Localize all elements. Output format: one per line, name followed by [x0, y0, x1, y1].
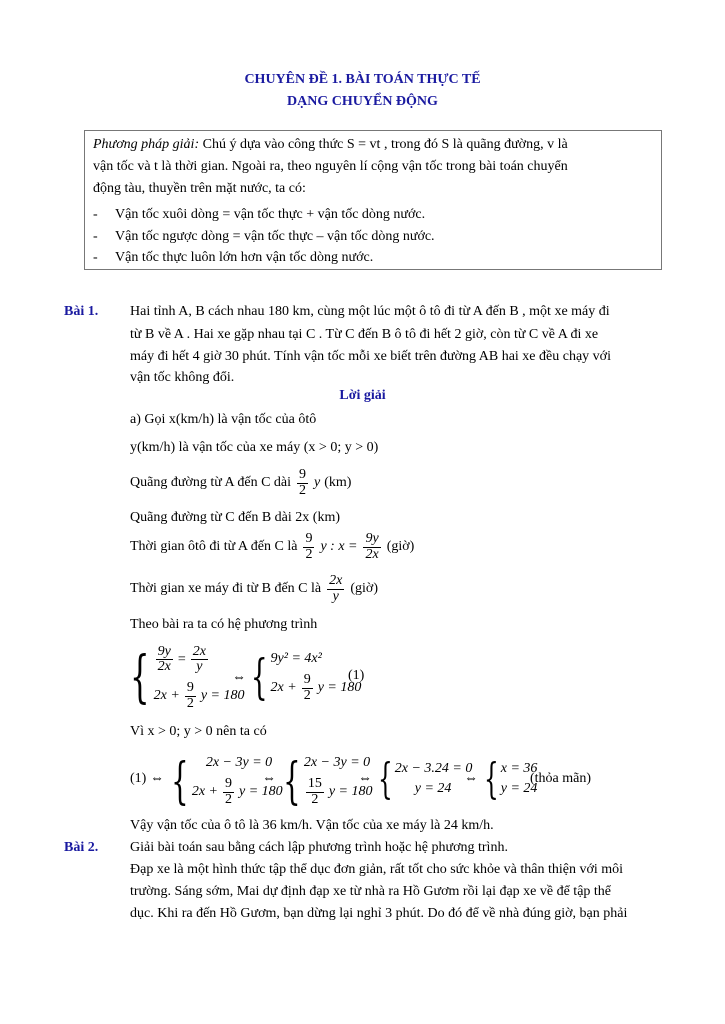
equiv-sign: ⇔: [150, 771, 164, 786]
method-lead: Phương pháp giải:: [93, 137, 200, 152]
method-bullet: [93, 229, 435, 245]
method-bullet: [93, 207, 426, 223]
bullet-text: Vận tốc xuôi dòng = vận tốc thực + vận tốc dòng nước.: [115, 207, 426, 222]
var-y: y: [314, 475, 321, 491]
system-row: x = 36: [500, 761, 538, 776]
solution-text: (giờ): [386, 539, 415, 555]
system-row: [154, 681, 245, 711]
system-row: 9y² = 4x²: [270, 650, 322, 666]
fraction: [297, 468, 308, 498]
expr: y = 180: [328, 784, 373, 799]
denominator: 2: [303, 687, 311, 703]
solution-line: [130, 532, 414, 562]
problem-2-line: Giải bài toán sau bằng cách lập phương trình hoặc hệ phương trình.: [130, 840, 508, 855]
bullet-dash: -: [93, 207, 98, 222]
fraction: [303, 532, 314, 562]
solution-text: Quãng đường từ A đến C dài: [130, 475, 292, 491]
numerator: 9y: [157, 643, 171, 659]
chapter-subtitle: DẠNG CHUYỂN ĐỘNG: [287, 94, 438, 109]
problem-2-line: Đạp xe là một hình thức tập thể dục đơn giản, rất tốt cho sức khỏe và thân thiện với môi: [130, 862, 624, 877]
ratio-text: y : x =: [320, 539, 358, 555]
expr: 2x +: [191, 784, 218, 799]
solution-heading: Lời giải: [339, 388, 386, 403]
denominator: 2x: [157, 659, 171, 675]
problem-1-line: máy đi hết 4 giờ 30 phút. Tính vận tốc mỗi xe biết trên đường AB hai xe đều chạy với: [130, 349, 611, 364]
brace: {: [171, 752, 189, 810]
equation-system: [122, 638, 244, 718]
numerator: 9: [303, 671, 311, 687]
fraction: [363, 532, 380, 562]
chapter-title: CHUYÊN ĐỀ 1. BÀI TOÁN THỰC TẾ: [244, 72, 481, 87]
problem-2-label: Bài 2.: [64, 840, 99, 855]
expr: y = 180: [200, 688, 245, 704]
fraction: [327, 574, 344, 604]
solution-conclusion: Vậy vận tốc của ô tô là 36 km/h. Vận tốc của xe máy là 24 km/h.: [130, 818, 494, 833]
fraction: [306, 777, 324, 807]
denominator: 2: [299, 482, 307, 498]
denominator: y: [332, 588, 339, 604]
method-line-1-rest: Chú ý dựa vào công thức S = vt , trong đó S là quãng đường, v là: [199, 137, 568, 152]
expr: y = 180: [317, 680, 362, 695]
solution-text: (km): [324, 475, 352, 491]
numerator: 2x: [329, 573, 343, 588]
system-row: y = 24: [500, 781, 538, 796]
denominator: y: [196, 659, 203, 675]
method-bullet: [93, 250, 374, 266]
numerator: 9: [224, 775, 232, 791]
solution-text: Thời gian ôtô đi từ A đến C là: [130, 539, 298, 555]
expr: 2x +: [153, 688, 180, 704]
bullet-dash: -: [93, 250, 98, 265]
problem-2-line: dục. Khi ra đến Hồ Gươm, bạn dừng lại nghỉ 3 phút. Do đó để về nhà đúng giờ, bạn phải: [130, 906, 628, 921]
system-rows: [395, 761, 473, 797]
brace: {: [378, 754, 393, 803]
denominator: 2: [311, 791, 319, 807]
problem-1-label: Bài 1.: [64, 304, 99, 319]
fraction: [185, 681, 196, 711]
problem-1-line: Hai tỉnh A, B cách nhau 180 km, cùng một lúc một ô tô đi từ A đến B , một xe máy đi: [130, 304, 610, 319]
method-line-3: động tàu, thuyền trên mặt nước, ta có:: [93, 181, 306, 196]
fraction: [302, 673, 313, 703]
denominator: 2: [305, 546, 313, 562]
bullet-text: Vận tốc ngược dòng = vận tốc thực – vận tốc dòng nước.: [115, 229, 435, 244]
system-row: [154, 645, 245, 675]
expr: 2x +: [270, 680, 297, 695]
solution-line: Vì x > 0; y > 0 nên ta có: [130, 724, 267, 739]
method-box: [84, 130, 662, 270]
numerator: 9: [186, 680, 194, 695]
numerator: 2x: [192, 643, 206, 659]
numerator: 9: [299, 467, 307, 482]
system-row: 2x − 3.24 = 0: [394, 761, 473, 776]
numerator: 9: [305, 531, 313, 546]
expr: y = 180: [238, 784, 283, 799]
solution-line: Theo bài ra ta có hệ phương trình: [130, 617, 318, 632]
system-row: 2x − 3y = 0: [303, 754, 371, 770]
equation-tag: (1): [348, 668, 365, 683]
denominator: 2: [186, 695, 194, 711]
solution-line: Quãng đường từ C đến B dài 2x (km): [130, 510, 340, 525]
equation-system: [478, 752, 537, 806]
system-rows: [154, 645, 245, 712]
method-line-1: [93, 137, 568, 153]
denominator: 2: [224, 791, 232, 807]
solution-line: [130, 574, 378, 604]
brace: {: [250, 649, 268, 705]
equation-system: [372, 752, 472, 806]
solution-text: Thời gian xe máy đi từ B đến C là: [130, 581, 322, 597]
equiv-sign: ⇔: [262, 771, 276, 786]
bullet-text: Vận tốc thực luôn lớn hơn vận tốc dòng nước.: [115, 250, 374, 265]
equation-system: [244, 644, 361, 710]
equals-sign: =: [177, 651, 186, 667]
solution-line: a) Gọi x(km/h) là vận tốc của ôtô: [130, 412, 317, 427]
denominator: 2x: [365, 546, 379, 562]
satisfied-note: (thỏa mãn): [530, 771, 592, 786]
system-row: y = 24: [414, 781, 452, 796]
solution-line: [130, 468, 351, 498]
solution-line: y(km/h) là vận tốc của xe máy (x > 0; y > 0): [130, 440, 379, 455]
equiv-sign: ⇔: [464, 771, 478, 786]
brace: {: [283, 752, 301, 810]
problem-2-line: trường. Sáng sớm, Mai dự định đạp xe từ nhà ra Hồ Gươm rồi lại đạp xe về để tập thể: [130, 884, 612, 899]
brace: {: [130, 645, 150, 710]
fraction: [191, 645, 208, 675]
brace: {: [484, 754, 499, 803]
bullet-dash: -: [93, 229, 98, 244]
equiv-sign: ⇔: [232, 670, 246, 685]
fraction: [223, 777, 234, 807]
numerator: 9y: [365, 531, 379, 546]
equiv-sign: ⇔: [358, 771, 372, 786]
fraction: [156, 645, 173, 675]
solution-text: (giờ): [350, 581, 378, 597]
method-line-2: vận tốc và t là thời gian. Ngoài ra, theo nguyên lí cộng vận tốc trong bài toán chuyển: [93, 159, 568, 174]
numerator: 15: [307, 775, 322, 791]
system-row: 2x − 3y = 0: [205, 754, 273, 770]
problem-1-line: vận tốc không đổi.: [130, 370, 235, 385]
problem-1-line: từ B về A . Hai xe gặp nhau tại C . Từ C đến B ô tô đi hết 2 giờ, còn từ C về A đi xe: [130, 327, 599, 342]
equation-tag: (1): [130, 771, 147, 786]
